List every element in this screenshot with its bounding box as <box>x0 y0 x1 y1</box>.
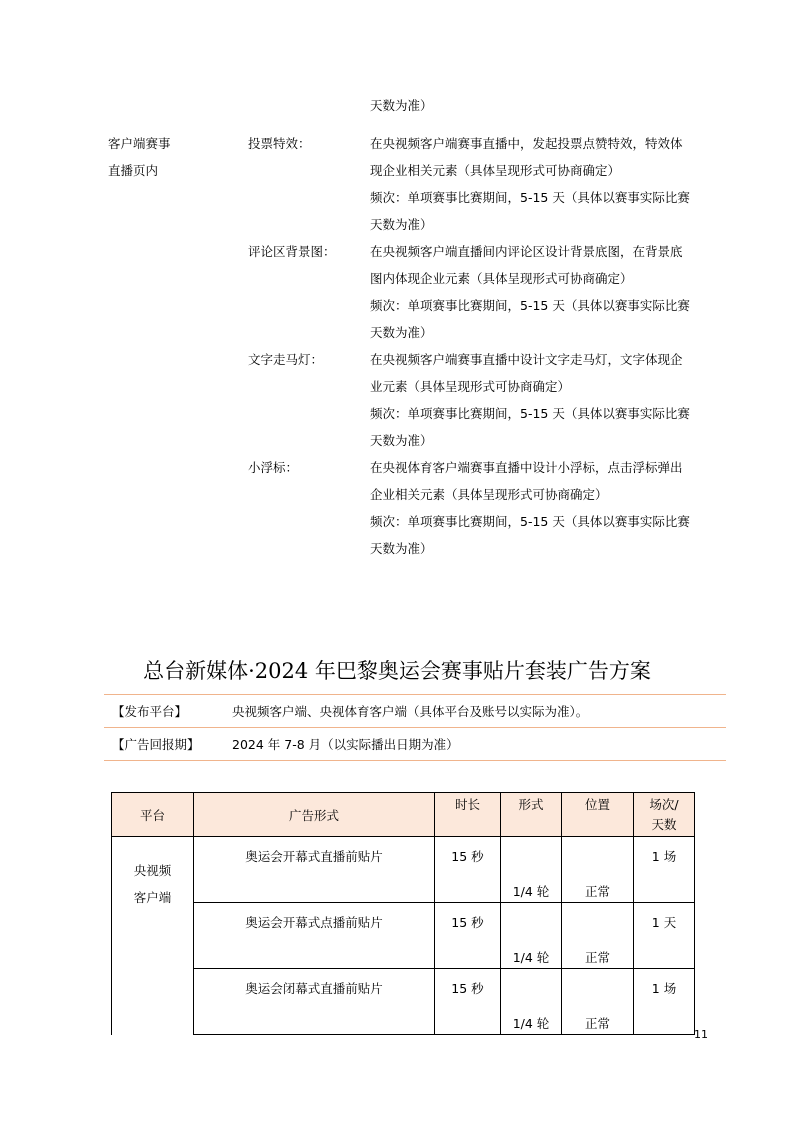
item-text: 图内体现企业元素（具体呈现形式可协商确定） <box>370 271 633 286</box>
ad-form-cell: 奥运会闭幕式直播前贴片 <box>194 969 435 1035</box>
item-text: 天数为准） <box>370 433 433 448</box>
duration-cell: 15 秒 <box>435 903 501 969</box>
platform-row <box>104 698 726 726</box>
item-text: 在央视频客户端直播间内评论区设计背景底图，在背景底 <box>370 244 683 259</box>
item-text: 在央视频客户端赛事直播中，发起投票点赞特效，特效体 <box>370 136 683 151</box>
item-label-floating-icon: 小浮标： <box>248 460 299 475</box>
page-number: 11 <box>694 1028 708 1041</box>
table-row <box>112 903 695 969</box>
duration-cell: 15 秒 <box>435 837 501 903</box>
item-text: 频次：单项赛事比赛期间，5-15 天（具体以赛事实际比赛 <box>370 298 690 313</box>
item-text: 天数为准） <box>370 541 433 556</box>
platform-label: 【发布平台】 <box>112 704 188 719</box>
continuation-text: 天数为准） <box>370 98 433 113</box>
period-label: 【广告回报期】 <box>112 737 200 752</box>
position-cell: 正常 <box>562 969 634 1035</box>
item-label-marquee: 文字走马灯： <box>248 352 324 367</box>
position-cell: 正常 <box>562 837 634 903</box>
item-label-comment-bg: 评论区背景图： <box>248 244 336 259</box>
sessions-cell: 1 场 <box>634 969 695 1035</box>
format-cell: 1/4 轮 <box>501 969 562 1035</box>
section-label-line-1: 客户端赛事 <box>108 136 171 151</box>
platform-cell-line-1: 央视频 <box>133 863 172 878</box>
sessions-cell: 1 天 <box>634 903 695 969</box>
rule-line <box>104 760 726 761</box>
ad-form-cell: 奥运会开幕式点播前贴片 <box>194 903 435 969</box>
position-cell: 正常 <box>562 903 634 969</box>
item-label-vote-effect: 投票特效： <box>248 136 311 151</box>
ad-form-cell: 奥运会开幕式直播前贴片 <box>194 837 435 903</box>
platform-cell-line-2: 客户端 <box>133 890 172 905</box>
item-text: 业元素（具体呈现形式可协商确定） <box>370 379 571 394</box>
table-header-row <box>112 793 695 837</box>
item-text: 企业相关元素（具体呈现形式可协商确定） <box>370 487 608 502</box>
item-text: 频次：单项赛事比赛期间，5-15 天（具体以赛事实际比赛 <box>370 190 690 205</box>
item-text: 天数为准） <box>370 217 433 232</box>
header-sessions-line-2: 天数 <box>651 817 677 832</box>
item-text: 频次：单项赛事比赛期间，5-15 天（具体以赛事实际比赛 <box>370 514 690 529</box>
header-duration: 时长 <box>435 793 501 837</box>
header-position: 位置 <box>562 793 634 837</box>
item-text: 现企业相关元素（具体呈现形式可协商确定） <box>370 163 621 178</box>
platform-cell <box>112 837 194 1035</box>
duration-cell: 15 秒 <box>435 969 501 1035</box>
ad-schedule-table <box>111 792 695 1035</box>
item-text: 在央视体育客户端赛事直播中设计小浮标，点击浮标弹出 <box>370 460 683 475</box>
period-value: 2024 年 7-8 月（以实际播出日期为准） <box>232 737 459 752</box>
item-text: 频次：单项赛事比赛期间，5-15 天（具体以赛事实际比赛 <box>370 406 690 421</box>
table-row <box>112 969 695 1035</box>
header-sessions-line-1: 场次/ <box>649 797 679 812</box>
header-sessions <box>634 793 695 837</box>
rule-line <box>104 727 726 728</box>
format-cell: 1/4 轮 <box>501 903 562 969</box>
period-row <box>104 731 726 759</box>
header-format: 形式 <box>501 793 562 837</box>
platform-value: 央视频客户端、央视体育客户端（具体平台及账号以实际为准）。 <box>232 704 589 719</box>
header-ad-form: 广告形式 <box>194 793 435 837</box>
table-row <box>112 837 695 903</box>
item-text: 在央视频客户端赛事直播中设计文字走马灯，文字体现企 <box>370 352 683 367</box>
item-text: 天数为准） <box>370 325 433 340</box>
rule-line <box>104 694 726 695</box>
format-cell: 1/4 轮 <box>501 837 562 903</box>
section-label-line-2: 直播页内 <box>108 163 159 178</box>
plan-title: 总台新媒体·2024 年巴黎奥运会赛事贴片套装广告方案 <box>143 659 651 683</box>
sessions-cell: 1 场 <box>634 837 695 903</box>
header-platform: 平台 <box>112 793 194 837</box>
